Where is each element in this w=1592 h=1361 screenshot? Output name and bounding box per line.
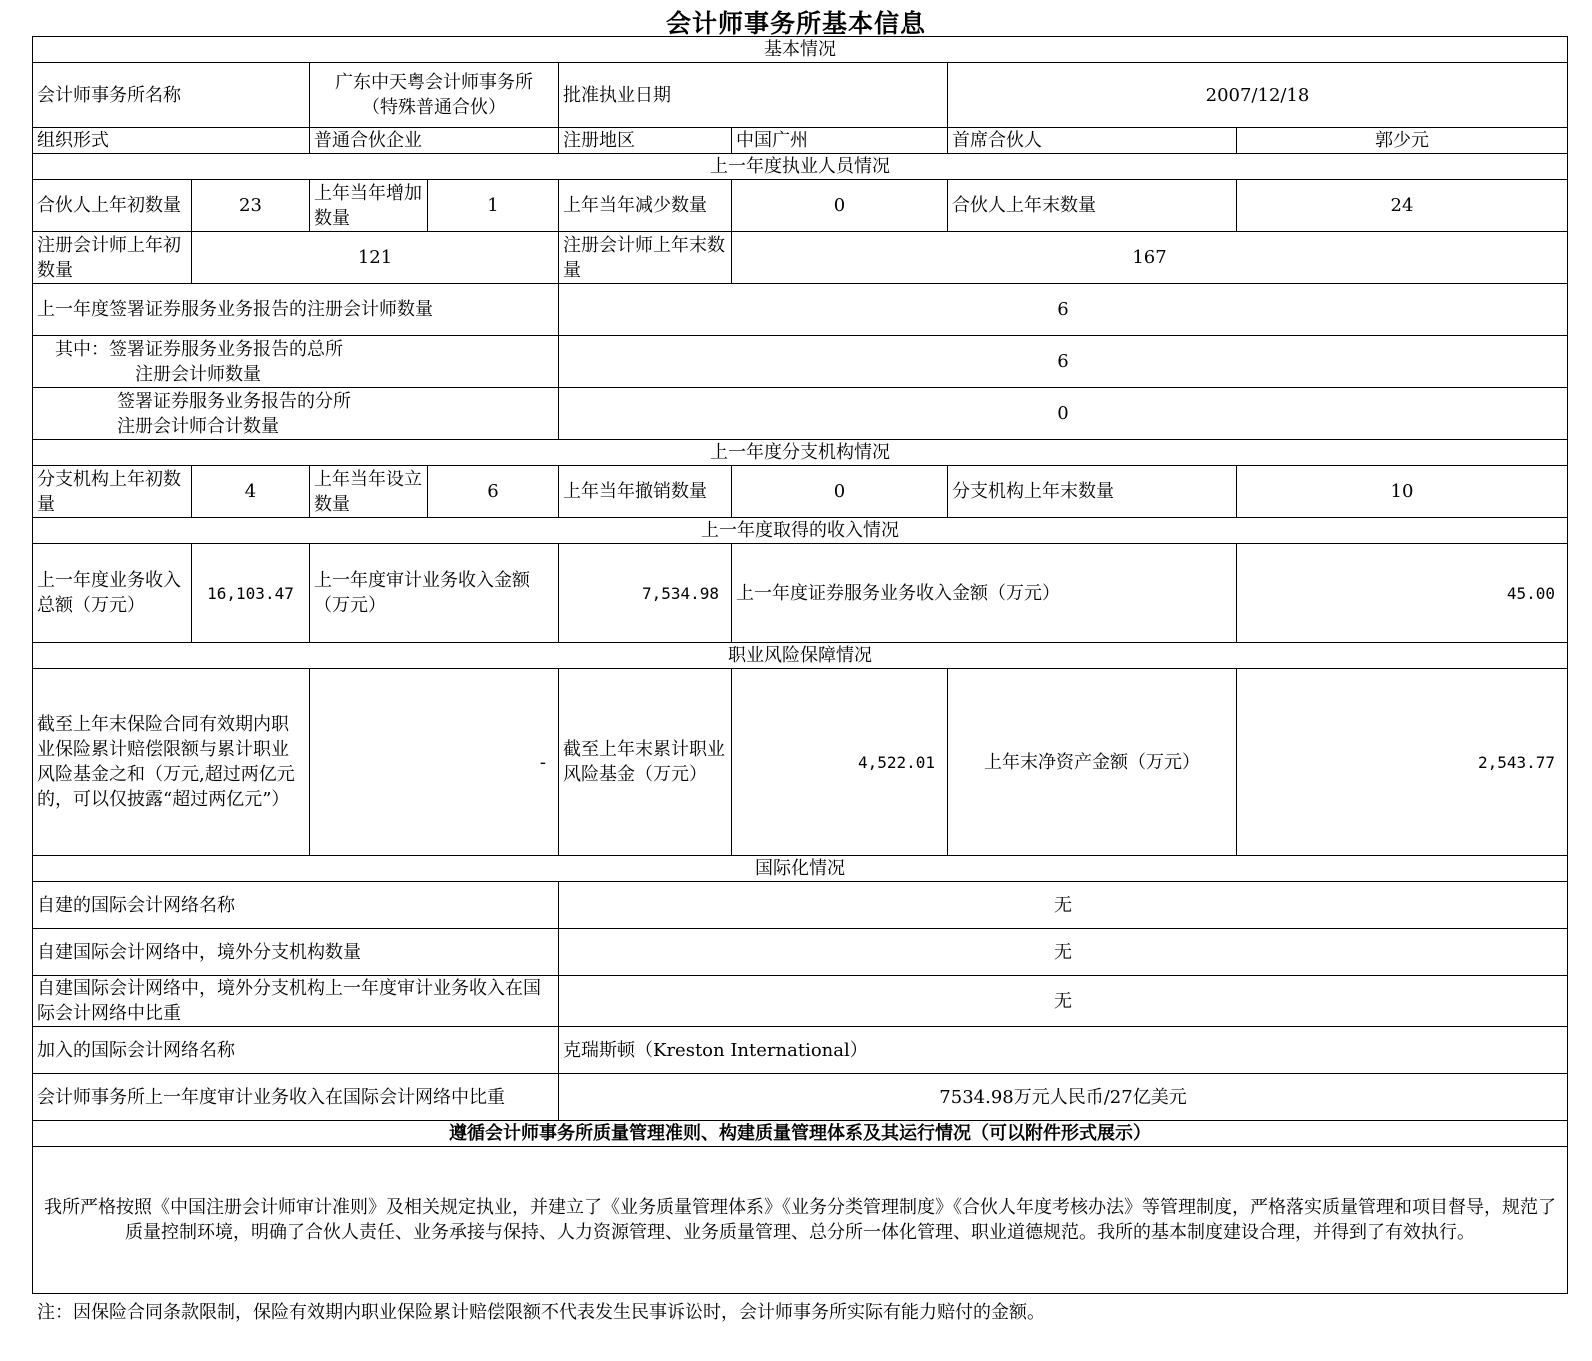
firm-info-table <box>32 36 1568 1294</box>
partners-start-value: 23 <box>192 180 310 232</box>
decrease-label: 上年当年减少数量 <box>559 180 732 232</box>
branches-end-value: 10 <box>1237 466 1568 518</box>
cpa-start-value: 121 <box>192 232 559 284</box>
net-assets-label: 上年末净资产金额（万元） <box>948 669 1237 856</box>
branches-start-value: 4 <box>192 466 310 518</box>
firm-name-line1: 广东中天粤会计师事务所 <box>335 72 533 93</box>
partners-start-label: 合伙人上年初数量 <box>33 180 192 232</box>
securities-cpa-value: 6 <box>559 284 1568 336</box>
income-audit-value: 7,534.98 <box>559 544 732 643</box>
own-network-value: 无 <box>559 882 1568 929</box>
branch-cpa-line1: 签署证券服务业务报告的分所 <box>117 390 351 412</box>
hq-cpa-line2: 注册会计师数量 <box>135 363 261 385</box>
section-basic: 基本情况 <box>33 37 1568 63</box>
branch-cpa-line2: 注册会计师合计数量 <box>117 415 279 437</box>
cpa-start-label: 注册会计师上年初数量 <box>33 232 192 284</box>
branches-established-label: 上年当年设立数量 <box>310 466 428 518</box>
decrease-value: 0 <box>732 180 948 232</box>
overseas-ratio-value: 无 <box>559 976 1568 1027</box>
hq-cpa-value: 6 <box>559 336 1568 388</box>
risk-fund-value: 4,522.01 <box>732 669 948 856</box>
section-income: 上一年度取得的收入情况 <box>33 518 1568 544</box>
firm-ratio-label: 会计师事务所上一年度审计业务收入在国际会计网络中比重 <box>33 1074 559 1121</box>
branches-end-label: 分支机构上年末数量 <box>948 466 1237 518</box>
branch-cpa-value: 0 <box>559 388 1568 440</box>
org-form-value: 普通合伙企业 <box>310 128 559 154</box>
firm-name-label: 会计师事务所名称 <box>33 63 310 128</box>
region-label: 注册地区 <box>559 128 732 154</box>
section-branches: 上一年度分支机构情况 <box>33 440 1568 466</box>
footnote: 注：因保险合同条款限制，保险有效期内职业保险累计赔偿限额不代表发生民事诉讼时，会计师事务所实际有能力赔付的金额。 <box>37 1302 1045 1323</box>
insurance-label: 截至上年末保险合同有效期内职业保险累计赔偿限额与累计职业风险基金之和（万元,超过两亿元的，可以仅披露“超过两亿元”） <box>33 669 310 856</box>
approval-date-label: 批准执业日期 <box>559 63 948 128</box>
page-title: 会计师事务所基本信息 <box>665 9 926 38</box>
org-form-label: 组织形式 <box>33 128 310 154</box>
quality-paragraph: 我所严格按照《中国注册会计师审计准则》及相关规定执业，并建立了《业务质量管理体系》《业务分类管理制度》《合伙人年度考核办法》等管理制度，严格落实质量管理和项目督导，规范了质量控制环境，明确了合伙人责任、业务承接与保持、人力资源管理、业务质量管理、总分所一体化管理、职业道德规范。我所的基本制度建设合理，并得到了有效执行。 <box>33 1147 1568 1294</box>
joined-network-label: 加入的国际会计网络名称 <box>33 1027 559 1074</box>
overseas-branches-value: 无 <box>559 929 1568 976</box>
hq-cpa-label <box>33 336 559 388</box>
income-securities-value: 45.00 <box>1237 544 1568 643</box>
branches-start-label: 分支机构上年初数量 <box>33 466 192 518</box>
income-total-label: 上一年度业务收入总额（万元） <box>33 544 192 643</box>
cpa-end-label: 注册会计师上年末数量 <box>559 232 732 284</box>
chief-partner-value: 郭少元 <box>1237 128 1568 154</box>
firm-name-value <box>310 63 559 128</box>
cpa-end-value: 167 <box>732 232 1568 284</box>
firm-ratio-value: 7534.98万元人民币/27亿美元 <box>559 1074 1568 1121</box>
joined-network-value: 克瑞斯顿（Kreston International） <box>559 1027 1568 1074</box>
income-securities-label: 上一年度证券服务业务收入金额（万元） <box>732 544 1237 643</box>
overseas-branches-label: 自建国际会计网络中，境外分支机构数量 <box>33 929 559 976</box>
approval-date-value: 2007/12/18 <box>948 63 1568 128</box>
own-network-label: 自建的国际会计网络名称 <box>33 882 559 929</box>
section-staff: 上一年度执业人员情况 <box>33 154 1568 180</box>
branches-revoked-value: 0 <box>732 466 948 518</box>
insurance-value: - <box>310 669 559 856</box>
increase-value: 1 <box>428 180 559 232</box>
section-intl: 国际化情况 <box>33 856 1568 882</box>
securities-cpa-label: 上一年度签署证券服务业务报告的注册会计师数量 <box>33 284 559 336</box>
section-quality: 遵循会计师事务所质量管理准则、构建质量管理体系及其运行情况（可以附件形式展示） <box>33 1121 1568 1147</box>
partners-end-label: 合伙人上年末数量 <box>948 180 1237 232</box>
income-audit-label: 上一年度审计业务收入金额（万元） <box>310 544 559 643</box>
increase-label: 上年当年增加数量 <box>310 180 428 232</box>
partners-end-value: 24 <box>1237 180 1568 232</box>
overseas-ratio-label: 自建国际会计网络中，境外分支机构上一年度审计业务收入在国际会计网络中比重 <box>33 976 559 1027</box>
income-total-value: 16,103.47 <box>192 544 310 643</box>
hq-cpa-line1: 签署证券服务业务报告的总所 <box>109 338 343 360</box>
risk-fund-label: 截至上年末累计职业风险基金（万元） <box>559 669 732 856</box>
region-value: 中国广州 <box>732 128 948 154</box>
firm-name-line2: （特殊普通合伙） <box>362 97 506 118</box>
branches-revoked-label: 上年当年撤销数量 <box>559 466 732 518</box>
branch-cpa-label <box>33 388 559 440</box>
branches-established-value: 6 <box>428 466 559 518</box>
net-assets-value: 2,543.77 <box>1237 669 1568 856</box>
hq-cpa-prefix: 其中： <box>55 338 109 360</box>
chief-partner-label: 首席合伙人 <box>948 128 1237 154</box>
section-risk: 职业风险保障情况 <box>33 643 1568 669</box>
